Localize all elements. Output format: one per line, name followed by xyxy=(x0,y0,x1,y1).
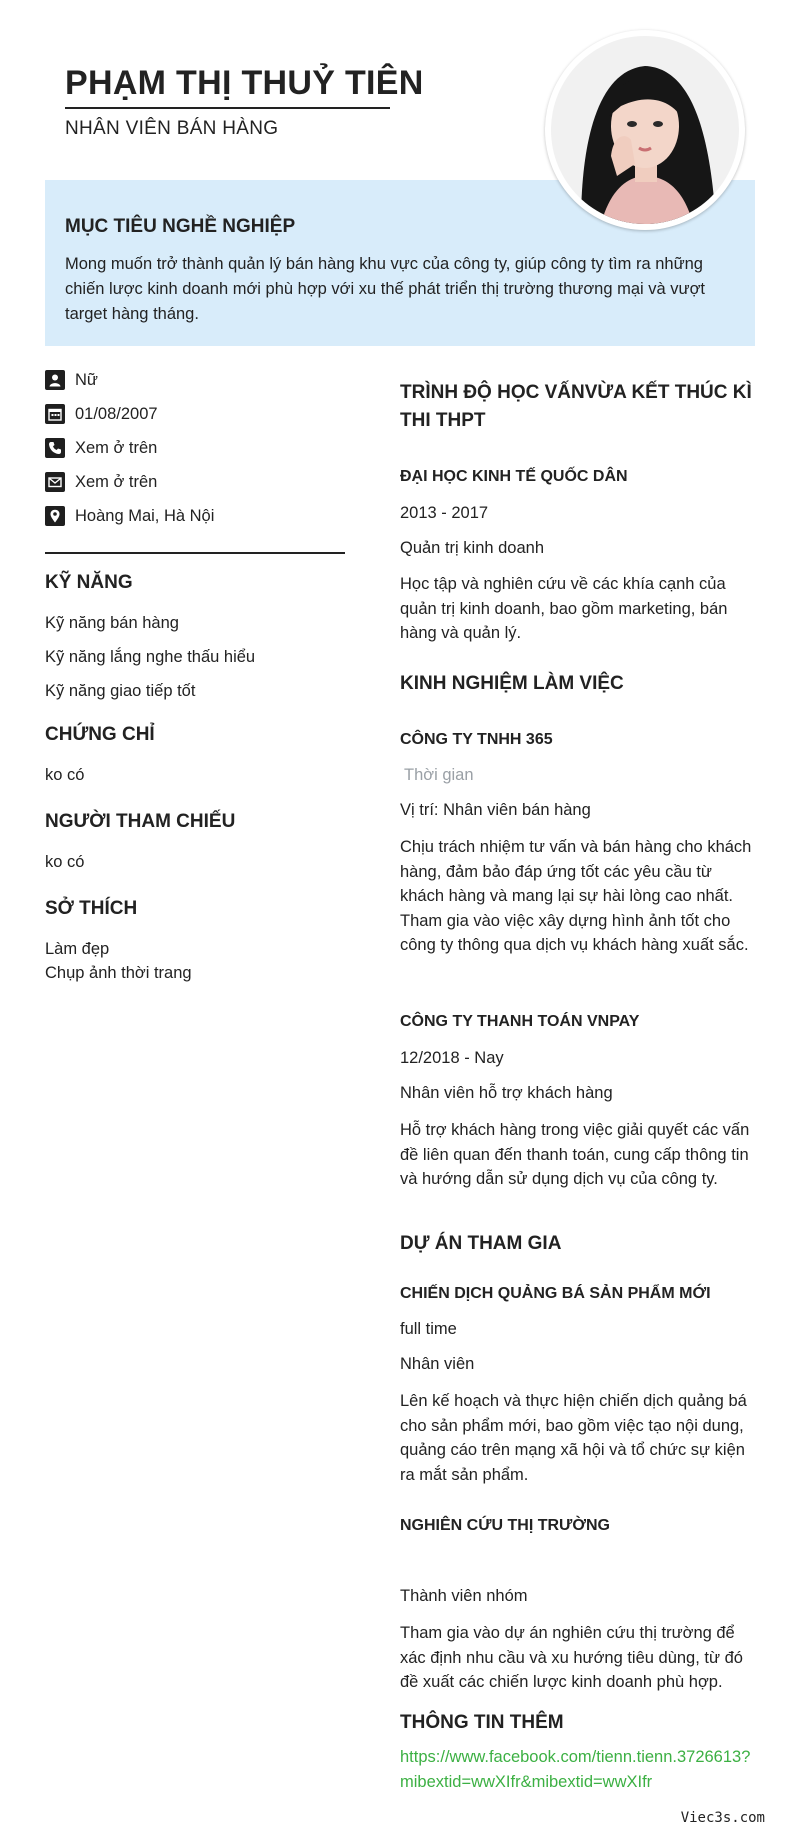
references-title: NGƯỜI THAM CHIẾU xyxy=(45,811,236,832)
projects-title: DỰ ÁN THAM GIA xyxy=(400,1233,562,1254)
project-description: Lên kế hoạch và thực hiện chiến dịch quảng bá cho sản phẩm mới, bao gồm việc tạo nội dung, quảng cáo trên mạng xã hội và tổ chức sự kiện ra mắt sản phẩm. xyxy=(400,1392,747,1484)
birthday-value: 01/08/2007 xyxy=(75,404,158,423)
project-name: CHIẾN DỊCH QUẢNG BÁ SẢN PHẨM MỚI xyxy=(400,1285,711,1302)
job-company: CÔNG TY THANH TOÁN VNPAY xyxy=(400,1013,640,1030)
job-period: 12/2018 - Nay xyxy=(400,1049,504,1067)
contact-divider xyxy=(45,552,345,554)
additional-info-title: THÔNG TIN THÊM xyxy=(400,1712,564,1733)
contact-address xyxy=(45,504,214,528)
facebook-link[interactable]: https://www.facebook.com/tienn.tienn.3726613?mibextid=wwXIfr&mibextid=wwXIfr xyxy=(400,1748,751,1791)
candidate-name: PHẠM THỊ THUỶ TIÊN xyxy=(65,64,390,109)
experience-title: KINH NGHIỆM LÀM VIỆC xyxy=(400,673,624,694)
education-title: TRÌNH ĐỘ HỌC VẤNVỪA KẾT THÚC KÌ THI THPT xyxy=(400,382,752,431)
contact-gender xyxy=(45,368,98,392)
job-position: Nhân viên hỗ trợ khách hàng xyxy=(400,1084,613,1102)
objective-text: Mong muốn trở thành quản lý bán hàng khu vực của công ty, giúp công ty tìm ra những chiến lược kinh doanh mới phù hợp với xu thế phát triển thị trường thương mại và vượt target hàng tháng. xyxy=(65,255,705,323)
references-text: ko có xyxy=(45,853,85,871)
gender-value: Nữ xyxy=(75,370,98,389)
education-period: 2013 - 2017 xyxy=(400,504,489,522)
watermark: Viec3s.com xyxy=(680,1810,765,1826)
phone-value: Xem ở trên xyxy=(75,438,158,457)
location-icon xyxy=(45,506,65,526)
objective-title: MỤC TIÊU NGHỀ NGHIỆP xyxy=(65,216,296,237)
education-major: Quản trị kinh doanh xyxy=(400,539,545,557)
certificates-text: ko có xyxy=(45,766,85,784)
job-company: CÔNG TY TNHH 365 xyxy=(400,731,553,748)
contact-email xyxy=(45,470,157,494)
calendar-icon xyxy=(45,404,65,424)
job-description: Chịu trách nhiệm tư vấn và bán hàng cho khách hàng, đảm bảo đáp ứng tốt các yêu cầu từ khách hàng và mang lại sự hài lòng cao nhất. Tham gia vào việc xây dựng hình ảnh tốt cho công ty thông qua dịch vụ khách hàng xuất sắc. xyxy=(400,838,752,954)
job-position: Vị trí: Nhân viên bán hàng xyxy=(400,801,591,819)
project-name: NGHIÊN CỨU THỊ TRƯỜNG xyxy=(400,1517,610,1534)
education-description: Học tập và nghiên cứu về các khía cạnh của quản trị kinh doanh, bao gồm marketing, bán hàng và quản lý. xyxy=(400,575,728,642)
profile-photo xyxy=(545,30,745,230)
hobbies-title: SỞ THÍCH xyxy=(45,898,138,919)
education-school: ĐẠI HỌC KINH TẾ QUỐC DÂN xyxy=(400,468,628,485)
profile-photo-image xyxy=(551,36,739,224)
job-title: NHÂN VIÊN BÁN HÀNG xyxy=(65,118,279,139)
contact-phone xyxy=(45,436,157,460)
address-value: Hoàng Mai, Hà Nội xyxy=(75,506,215,525)
email-icon xyxy=(45,472,65,492)
hobby-item: Chụp ảnh thời trang xyxy=(45,964,192,982)
contact-birthday xyxy=(45,402,158,426)
job-period: Thời gian xyxy=(404,766,474,784)
project-role: Nhân viên xyxy=(400,1355,475,1373)
certificates-title: CHỨNG CHỈ xyxy=(45,724,155,745)
phone-icon xyxy=(45,438,65,458)
job-description: Hỗ trợ khách hàng trong việc giải quyết các vấn đề liên quan đến thanh toán, cung cấp thông tin và hướng dẫn sử dụng dịch vụ của công ty. xyxy=(400,1121,750,1188)
hobby-item: Làm đẹp xyxy=(45,940,110,958)
skill-item: Kỹ năng lắng nghe thấu hiểu xyxy=(45,648,256,666)
skills-title: KỸ NĂNG xyxy=(45,572,133,593)
skill-item: Kỹ năng giao tiếp tốt xyxy=(45,682,196,700)
project-description: Tham gia vào dự án nghiên cứu thị trường để xác định nhu cầu và xu hướng tiêu dùng, từ đó đề xuất các chiến lược kinh doanh phù hợp. xyxy=(400,1624,743,1691)
email-value: Xem ở trên xyxy=(75,472,158,491)
person-icon xyxy=(45,370,65,390)
skill-item: Kỹ năng bán hàng xyxy=(45,614,179,632)
project-time: full time xyxy=(400,1320,457,1338)
project-role: Thành viên nhóm xyxy=(400,1587,528,1605)
